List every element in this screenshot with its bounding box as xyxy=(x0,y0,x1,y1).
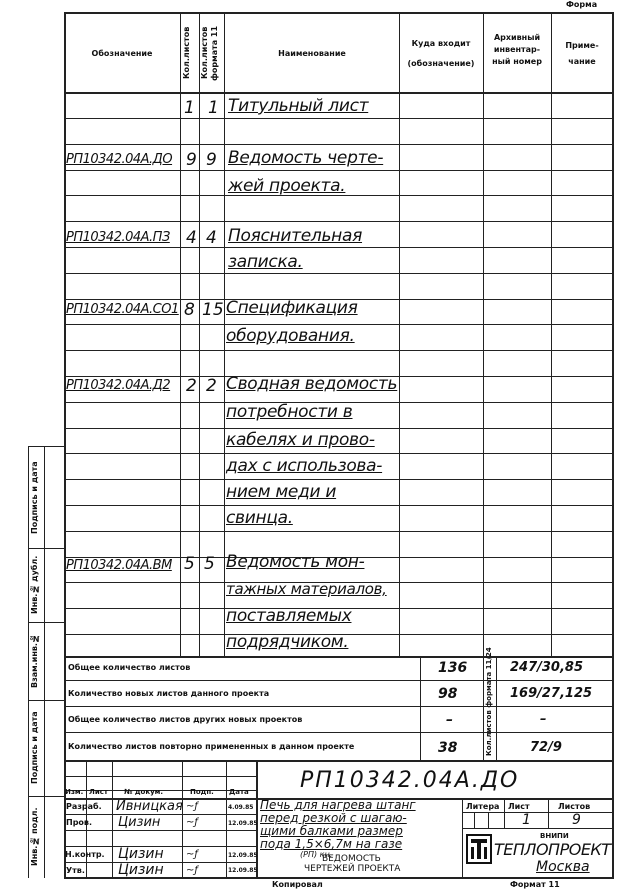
row-rule xyxy=(64,531,614,532)
row-rule xyxy=(64,479,614,480)
row-name-line: дах с использова- xyxy=(226,456,383,476)
header-arhiv-1: Архивный xyxy=(493,33,541,42)
header-kuda-vhodit xyxy=(400,38,482,70)
side-stamp-div-3 xyxy=(28,700,64,701)
tb-object-note: (РП) кн. xyxy=(300,850,333,859)
header-kol-listov: Кол.листов xyxy=(182,26,191,80)
summary-label: Количество новых листов данного проекта xyxy=(68,689,270,698)
side-stamp-div-1 xyxy=(28,548,64,549)
tb-list-label: Лист xyxy=(508,802,530,811)
summary-line-1 xyxy=(64,680,614,681)
row-rule xyxy=(64,170,614,171)
row-name-line: свинца. xyxy=(226,508,293,528)
side-stamp-left xyxy=(28,446,29,878)
row-name-line: Спецификация xyxy=(226,298,358,318)
summary-line-3 xyxy=(64,732,614,733)
side-stamp-top xyxy=(28,446,64,447)
tb-vline xyxy=(112,760,113,877)
row-rule xyxy=(64,247,614,248)
tb-line xyxy=(462,828,612,829)
row-rule xyxy=(64,118,614,119)
summary-vert-label: Кол.листов формата 11/24 xyxy=(485,647,493,756)
tb-role: Н.контр. xyxy=(65,850,105,859)
form-label: Форма xyxy=(566,0,598,9)
tb-object-line: перед резкой с шагаю- xyxy=(260,811,407,825)
tb-vline xyxy=(256,760,258,877)
row-name-line: нием меди и xyxy=(226,482,337,502)
org-logo-icon xyxy=(466,834,492,864)
side-stamp-div-2 xyxy=(28,622,64,623)
tb-object-line: щими балками размер xyxy=(260,824,403,838)
row-name-line: поставляемых xyxy=(226,606,352,626)
tb-line xyxy=(462,812,612,813)
row-rule xyxy=(64,453,614,454)
row-n2: 2 xyxy=(206,376,217,396)
tb-date: 12.09.85 xyxy=(228,820,258,827)
header-naimenovanie: Наименование xyxy=(278,49,346,58)
tb-person-name: Ивницкая xyxy=(116,799,183,814)
tb-listov-value: 9 xyxy=(572,812,581,828)
col-line-4 xyxy=(399,12,400,656)
side-podpis-data: Подпись и дата xyxy=(30,461,39,535)
summary-col-3 xyxy=(496,656,497,760)
tb-date: 4.09.85 xyxy=(228,804,254,811)
tb-col-dokum: № докум. xyxy=(124,788,164,796)
tb-signature: ~ƒ xyxy=(186,801,198,812)
tb-col-list: Лист xyxy=(89,788,108,796)
header-arhiv xyxy=(484,32,550,68)
tb-role: Утв. xyxy=(66,866,85,875)
header-kol-listov-f11 xyxy=(200,16,224,90)
tb-vline xyxy=(504,798,505,828)
row-name-line: Титульный лист xyxy=(228,96,369,116)
row-name-line: Ведомость черте- xyxy=(228,148,384,168)
row-n1: 2 xyxy=(186,376,197,396)
col-line-5 xyxy=(483,12,484,656)
footer-format: Формат 11 xyxy=(510,880,560,889)
row-n2: 1 xyxy=(208,98,219,118)
col-line-1 xyxy=(180,12,181,656)
row-n1: 8 xyxy=(184,300,195,320)
tb-doc-title-1: ВЕДОМОСТЬ xyxy=(322,854,381,864)
side-podpis-data-2: Подпись и дата xyxy=(30,711,39,785)
header-kol-listov-f11-text: Кол.листов формата 11 xyxy=(200,25,219,81)
tb-date: 12.09.85 xyxy=(228,852,258,859)
tb-role: Разраб. xyxy=(66,802,102,811)
row-name-line: тажных материалов, xyxy=(226,580,387,598)
row-name-line: кабелях и прово- xyxy=(226,430,375,450)
tb-col-data: Дата xyxy=(229,788,249,796)
row-n1: 9 xyxy=(186,150,197,170)
row-code: РП10342.04А.ПЗ xyxy=(66,230,170,245)
tb-signature: ~ƒ xyxy=(186,865,198,876)
frame-right xyxy=(612,12,614,878)
tb-role: Пров. xyxy=(66,818,93,827)
summary-top-line xyxy=(64,656,614,658)
row-code: РП10342.04А.Д2 xyxy=(66,378,171,393)
summary-right-value: 247/30,85 xyxy=(510,660,584,675)
row-code: РП10342.04А.СО1 xyxy=(66,302,179,317)
org-city: Москва xyxy=(536,859,590,875)
row-name-line: подрядчиком. xyxy=(226,632,349,652)
tb-person-name: Цизин xyxy=(118,846,164,862)
tb-signature: ~ƒ xyxy=(186,849,198,860)
summary-right-value: – xyxy=(540,712,547,727)
summary-col-1 xyxy=(420,656,421,760)
tb-vline xyxy=(182,760,183,877)
tb-date: 12.09.85 xyxy=(228,867,258,874)
tb-doc-code: РП10342.04А.ДО xyxy=(300,768,520,793)
row-rule xyxy=(64,273,614,274)
summary-line-2 xyxy=(64,706,614,707)
summary-value: 136 xyxy=(438,660,468,676)
org-small: ВНИПИ xyxy=(540,832,569,840)
summary-label: Общее количество листов других новых проектов xyxy=(68,715,303,724)
tb-person-name: Цизин xyxy=(118,862,164,878)
row-code: РП10342.04А.ВМ xyxy=(66,558,172,573)
tb-object-line: Печь для нагрева штанг xyxy=(260,798,416,812)
side-stamp-div-4 xyxy=(28,796,64,797)
row-name-line: Сводная ведомость xyxy=(226,374,398,394)
org-name: ТЕПЛОПРОЕКТ xyxy=(494,840,611,859)
tb-list-value: 1 xyxy=(522,812,531,828)
col-line-6 xyxy=(551,12,552,656)
summary-label: Количество листов повторно примененных в данном проекте xyxy=(68,742,355,751)
frame-top xyxy=(64,12,614,14)
header-kuda-2: (обозначение) xyxy=(407,59,475,68)
summary-value: 38 xyxy=(438,740,458,756)
row-n2: 4 xyxy=(206,228,217,248)
footer-copied: Копировал xyxy=(272,880,323,889)
summary-value: – xyxy=(446,712,453,728)
tb-listov-label: Листов xyxy=(558,802,591,811)
header-bottom-line xyxy=(64,92,614,94)
frame-left xyxy=(64,12,66,878)
summary-label: Общее количество листов xyxy=(68,663,191,672)
row-n2: 15 xyxy=(202,300,224,320)
header-primech xyxy=(552,40,612,68)
row-rule xyxy=(64,428,614,429)
summary-col-2 xyxy=(483,656,484,760)
tb-signature: ~ƒ xyxy=(186,817,198,828)
tb-vline xyxy=(226,760,227,877)
summary-right-value: 72/9 xyxy=(530,740,562,755)
summary-value: 98 xyxy=(438,686,458,702)
row-code: РП10342.04А.ДО xyxy=(66,152,173,167)
header-oboznachenie: Обозначение xyxy=(91,49,153,58)
tb-doc-title-2: ЧЕРТЕЖЕЙ ПРОЕКТА xyxy=(304,864,401,874)
tb-col-izm: Изм. xyxy=(65,788,84,796)
tb-litera-label: Литера xyxy=(466,802,500,811)
side-stamp-mid xyxy=(44,446,45,878)
tb-col-podp: Подп. xyxy=(190,788,214,796)
tb-vline xyxy=(462,798,463,877)
row-n1: 4 xyxy=(186,228,197,248)
row-n1: 1 xyxy=(184,98,195,118)
row-n1: 5 xyxy=(184,554,195,574)
tb-vline xyxy=(548,798,549,828)
side-inv-dubl: Инв.№ дубл. xyxy=(30,555,39,615)
row-name-line: Ведомость мон- xyxy=(226,552,365,572)
header-kuda-1: Куда входит xyxy=(411,39,471,48)
row-rule xyxy=(64,144,614,145)
tb-vline xyxy=(488,812,489,828)
side-inv-podl: Инв.№ подл. xyxy=(30,807,39,867)
tb-vline xyxy=(474,812,475,828)
row-name-line: жей проекта. xyxy=(228,176,346,196)
row-rule xyxy=(64,324,614,325)
col-line-3 xyxy=(224,12,225,656)
row-n2: 9 xyxy=(206,150,217,170)
row-n2: 5 xyxy=(204,554,215,574)
summary-bottom-line xyxy=(64,760,614,762)
header-primech-1: Приме- xyxy=(565,41,599,50)
tb-line xyxy=(64,830,256,831)
row-rule xyxy=(64,505,614,506)
row-rule xyxy=(64,350,614,351)
row-name-line: Пояснительная xyxy=(228,226,363,246)
summary-right-value: 169/27,125 xyxy=(510,686,593,701)
row-name-line: записка. xyxy=(228,252,303,272)
tb-person-name: Цизин xyxy=(118,815,161,830)
row-name-line: оборудования. xyxy=(226,326,355,346)
header-arhiv-3: ный номер xyxy=(492,57,542,66)
row-rule xyxy=(64,221,614,222)
tb-object-line: пода 1,5×6,7м на газе xyxy=(260,837,403,851)
row-name-line: потребности в xyxy=(226,402,353,422)
header-arhiv-2: инвентар- xyxy=(493,45,541,54)
header-primech-2: чание xyxy=(568,57,596,66)
col-line-2 xyxy=(199,12,200,656)
side-vzam-inv: Взам.инв.№ xyxy=(30,634,39,688)
tb-line xyxy=(64,776,256,777)
